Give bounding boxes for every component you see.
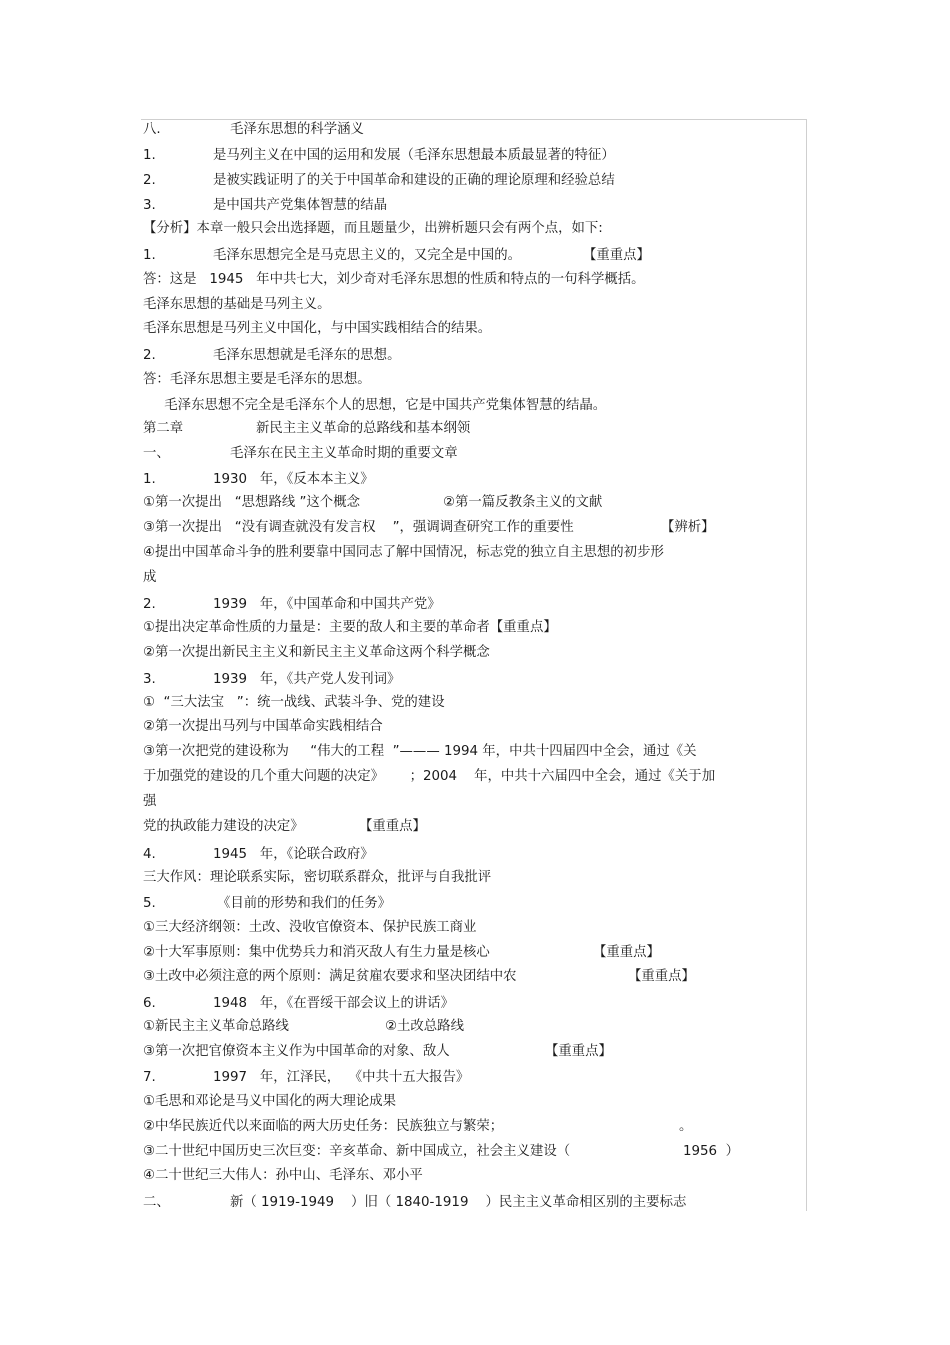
list-item: 2. 是被实践证明了的关于中国革命和建设的正确的理论原理和经验总结 — [143, 173, 615, 188]
key-point-badge: 【重重点】 — [593, 945, 660, 960]
body-text: 强 — [143, 794, 157, 809]
body-text: ③二十世纪中国历史三次巨变：辛亥革命、新中国成立，社会主义建设（ 1956 ） — [143, 1144, 739, 1159]
answer-text: 答：毛泽东思想主要是毛泽东的思想。 — [143, 372, 371, 387]
body-text: 三大作风：理论联系实际，密切联系群众，批评与自我批评 — [143, 870, 492, 885]
body-text: 毛泽东思想的基础是马列主义。 — [143, 297, 331, 312]
body-text: 毛泽东思想是马列主义中国化，与中国实践相结合的结果。 — [143, 321, 492, 336]
list-item: 1. 毛泽东思想完全是马克思主义的，又完全是中国的。 【重重点】 — [143, 248, 650, 263]
list-item: 2. 1939 年，《中国革命和中国共产党》 — [143, 597, 441, 612]
body-text: ③土改中必须注意的两个原则：满足贫雇农要求和坚决团结中农 【重重点】 — [143, 969, 695, 984]
answer-text: 答：这是 1945 年中共七大，刘少奇对毛泽东思想的性质和特点的一句科学概括。 — [143, 272, 645, 287]
section-heading: 八. 毛泽东思想的科学涵义 — [143, 122, 364, 137]
key-point-badge: 【重重点】 — [583, 248, 650, 263]
list-item: 7. 1997 年，江泽民， 《中共十五大报告》 — [143, 1070, 470, 1085]
key-point-badge: 【重重点】 — [628, 969, 695, 984]
section-heading: 一、 毛泽东在民主主义革命时期的重要文章 — [143, 446, 458, 461]
key-point-badge: 【重重点】 — [545, 1044, 612, 1059]
body-text: ① “三大法宝 ”：统一战线、武装斗争、党的建设 — [143, 695, 445, 710]
list-item: 3. 1939 年，《共产党人发刊词》 — [143, 672, 401, 687]
body-text: ②十大军事原则：集中优势兵力和消灭敌人有生力量是核心 【重重点】 — [143, 945, 660, 960]
body-text: ②第一次提出马列与中国革命实践相结合 — [143, 719, 383, 734]
body-text: 党的执政能力建设的决定》 【重重点】 — [143, 819, 426, 834]
body-text: ①第一次提出 “思想路线 ”这个概念 ②第一篇反教条主义的文献 — [143, 495, 603, 510]
list-item: 6. 1948 年，《在晋绥干部会议上的讲话》 — [143, 996, 455, 1011]
key-point-badge: 【重重点】 — [359, 819, 426, 834]
list-item: 4. 1945 年，《论联合政府》 — [143, 847, 374, 862]
body-text: ④二十世纪三大伟人：孙中山、毛泽东、邓小平 — [143, 1168, 423, 1183]
body-text: ①新民主主义革命总路线 ②土改总路线 — [143, 1019, 464, 1034]
list-item: 3. 是中国共产党集体智慧的结晶 — [143, 198, 388, 213]
body-text: 于加强党的建设的几个重大问题的决定》 ；2004 年，中共十六届四中全会，通过《关于加 — [143, 769, 716, 784]
body-text: ③第一次把党的建设称为 “伟大的工程 ”——— 1994 年，中共十四届四中全会，通过《关 — [143, 744, 697, 759]
body-text: ③第一次把官僚资本主义作为中国革命的对象、敌人 【重重点】 — [143, 1044, 612, 1059]
key-point-badge: 【辨析】 — [661, 520, 715, 535]
list-item: 5. 《目前的形势和我们的任务》 — [143, 896, 392, 911]
chapter-heading: 第二章 新民主主义革命的总路线和基本纲领 — [143, 421, 471, 436]
analysis-text: 【分析】本章一般只会出选择题，而且题量少，出辨析题只会有两个点，如下: — [143, 221, 603, 236]
body-text: ②中华民族近代以来面临的两大历史任务：民族独立与繁荣； 。 — [143, 1119, 693, 1134]
body-text: 成 — [143, 570, 157, 585]
body-text: ①提出决定革命性质的力量是：主要的敌人和主要的革命者【重重点】 — [143, 620, 557, 635]
list-item: 1. 是马列主义在中国的运用和发展（毛泽东思想最本质最显著的特征） — [143, 148, 615, 163]
body-text: ①三大经济纲领：土改、没收官僚资本、保护民族工商业 — [143, 920, 477, 935]
body-text: ②第一次提出新民主主义和新民主主义革命这两个科学概念 — [143, 645, 490, 660]
body-text: ①毛思和邓论是马义中国化的两大理论成果 — [143, 1094, 397, 1109]
list-item: 1. 1930 年，《反本本主义》 — [143, 472, 374, 487]
section-heading: 二、 新（ 1919-1949 ）旧（ 1840-1919 ）民主主义革命相区别的主要标志 — [143, 1195, 687, 1210]
body-text: ④提出中国革命斗争的胜利要靠中国同志了解中国情况，标志党的独立自主思想的初步形 — [143, 545, 664, 560]
list-item: 2. 毛泽东思想就是毛泽东的思想。 — [143, 348, 401, 363]
body-text: 毛泽东思想不完全是毛泽东个人的思想，它是中国共产党集体智慧的结晶。 — [143, 398, 607, 413]
body-text: ③第一次提出 “没有调查就没有发言权 ”，强调调查研究工作的重要性 【辨析】 — [143, 520, 715, 535]
